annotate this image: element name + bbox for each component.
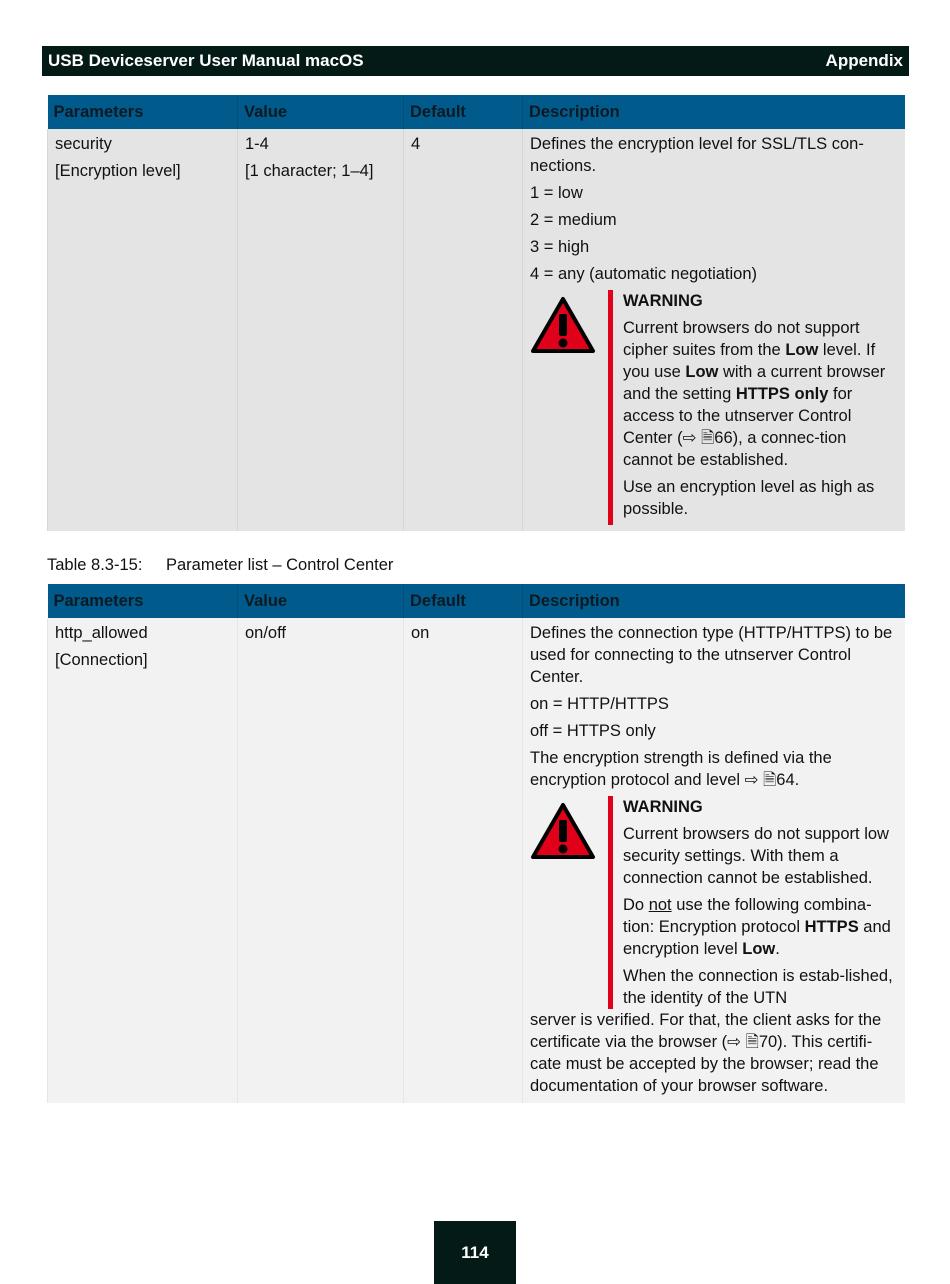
parameter-name: http_allowed — [55, 624, 148, 642]
warning-box — [530, 796, 899, 1009]
column-header-default: Default — [404, 584, 523, 618]
warning-bold-part: HTTPS only — [735, 385, 829, 403]
warning-text-part: level. If you use — [623, 341, 876, 381]
warning-text-part: Do — [623, 896, 649, 914]
option-item: off = HTTPS only — [530, 722, 656, 740]
warning-text-part: for access to the utnserver Control Center (⇨ 🗎66), a connec-tion cannot be established. — [623, 385, 853, 469]
column-header-parameters: Parameters — [48, 584, 238, 618]
warning-paragraph: Current browsers do not support low security settings. With them a connection cannot be established. — [623, 825, 889, 887]
table-row — [48, 129, 905, 531]
description-continuation — [530, 1009, 899, 1097]
caption-title: Parameter list – Control Center — [166, 556, 394, 574]
option-item: on = HTTP/HTTPS — [530, 695, 669, 713]
table-caption — [47, 556, 393, 575]
warning-paragraph — [623, 317, 899, 471]
description-strength: The encryption strength is defined via the encryption protocol and level ⇨ 🗎64. — [530, 749, 832, 789]
warning-triangle-icon — [530, 290, 602, 525]
column-header-value: Value — [238, 95, 404, 129]
parameter-cell — [48, 618, 238, 1103]
default-value: 4 — [411, 135, 421, 153]
warning-text — [623, 290, 899, 525]
warning-bold-part: Low — [785, 341, 819, 359]
table-row — [48, 618, 905, 1103]
warning-bold-part: Low — [685, 363, 719, 381]
value-range: 1-4 — [245, 135, 269, 153]
warning-bold-part: HTTPS — [804, 918, 859, 936]
parameter-table-security — [47, 95, 905, 531]
value-cell — [238, 618, 404, 1103]
value-cell — [238, 129, 404, 531]
section-title: Appendix — [825, 51, 903, 70]
warning-text-part: with a current browser and the setting — [623, 363, 886, 403]
column-header-default: Default — [404, 95, 523, 129]
warning-text-part: and encryption level — [623, 918, 891, 958]
manual-title: USB Deviceserver User Manual macOS — [48, 51, 364, 70]
page-number: 114 — [434, 1221, 516, 1284]
warning-text — [623, 796, 899, 1009]
description-intro: Defines the encryption level for SSL/TLS con-nections. — [530, 135, 864, 175]
warning-bar — [608, 796, 613, 1009]
default-cell — [404, 618, 523, 1103]
description-cell — [523, 129, 905, 531]
page-header — [42, 46, 909, 76]
description-cell — [523, 618, 905, 1103]
value-format: [1 character; 1–4] — [245, 162, 374, 180]
level-item: 1 = low — [530, 184, 583, 202]
value-range: on/off — [245, 624, 286, 642]
column-header-parameters: Parameters — [48, 95, 238, 129]
warning-text-part: Current browsers do not support cipher suites from the — [623, 319, 860, 359]
parameter-table-control-center — [47, 584, 905, 1103]
default-value: on — [411, 624, 430, 642]
warning-continuation-text: server is verified. For that, the client asks for the certificate via the browser (⇨ 🗎70). This certifi-cate must be accepted by the browser; read the documentation of your browser software. — [530, 1011, 882, 1095]
warning-title: WARNING — [623, 292, 703, 310]
column-header-description: Description — [523, 584, 905, 618]
parameter-label: [Encryption level] — [55, 162, 181, 180]
parameter-cell — [48, 129, 238, 531]
table-header-row — [48, 95, 905, 129]
warning-box — [530, 290, 899, 525]
warning-title: WARNING — [623, 798, 703, 816]
warning-bold-part: Low — [742, 940, 776, 958]
warning-paragraph: When the connection is estab-lished, the identity of the UTN — [623, 967, 893, 1007]
level-item: 2 = medium — [530, 211, 617, 229]
column-header-description: Description — [523, 95, 905, 129]
parameter-name: security — [55, 135, 112, 153]
warning-paragraph — [623, 894, 899, 960]
warning-bar — [608, 290, 613, 525]
description-intro: Defines the connection type (HTTP/HTTPS) to be used for connecting to the utnserver Control Center. — [530, 624, 893, 686]
caption-number: Table 8.3-15: — [47, 556, 143, 574]
warning-paragraph: Use an encryption level as high as possible. — [623, 478, 875, 518]
warning-text-part: . — [775, 940, 780, 958]
level-item: 3 = high — [530, 238, 590, 256]
warning-triangle-icon — [530, 796, 602, 1009]
warning-text-part: use the following combina-tion: Encryption protocol — [623, 896, 872, 936]
default-cell — [404, 129, 523, 531]
parameter-label: [Connection] — [55, 651, 148, 669]
table-header-row — [48, 584, 905, 618]
warning-underline-part: not — [648, 896, 672, 914]
column-header-value: Value — [238, 584, 404, 618]
level-item: 4 = any (automatic negotiation) — [530, 265, 758, 283]
